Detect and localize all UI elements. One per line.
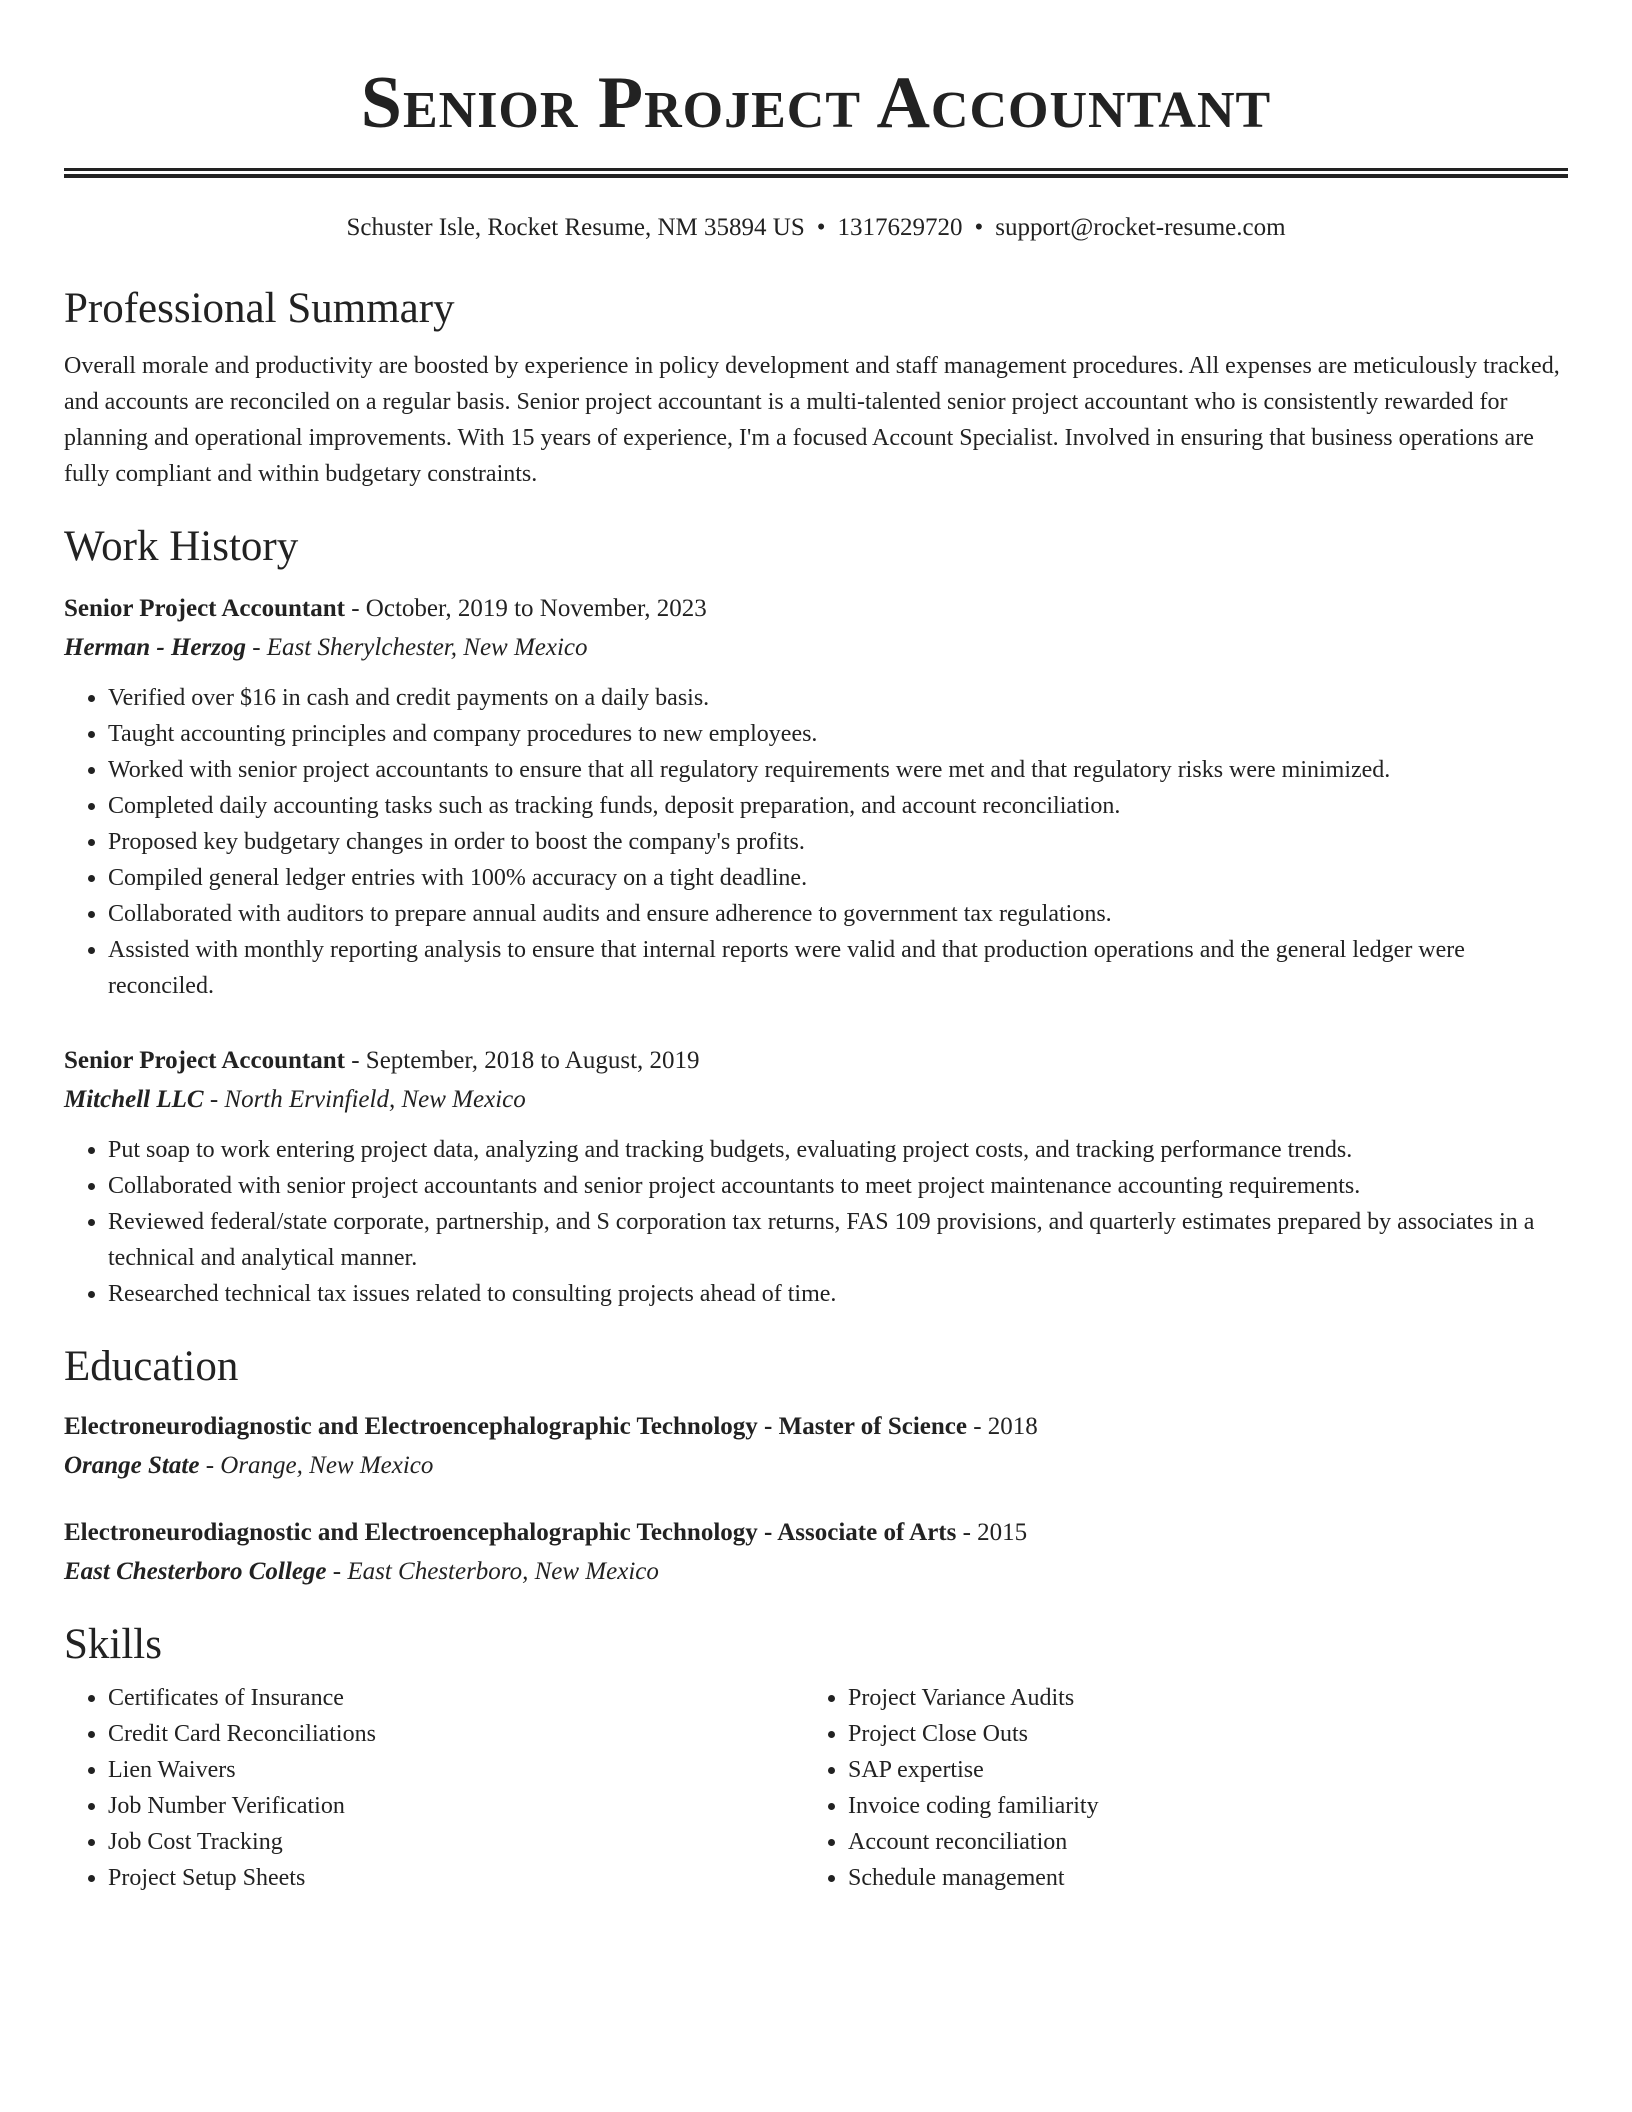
education-school: Orange State [64, 1452, 200, 1479]
contact-separator: • [816, 214, 826, 241]
job-company-line [64, 1080, 1568, 1120]
list-item: • Researched technical tax issues related to consulting projects ahead of time. [108, 1276, 1568, 1312]
list-item: • Collaborated with auditors to prepare annual audits and ensure adherence to government tax regulations. [108, 896, 1568, 932]
contact-separator: • [974, 214, 984, 241]
job-heading [64, 1042, 1568, 1080]
skill-item: • Project Close Outs [848, 1716, 1544, 1752]
list-item: • Put soap to work entering project data, analyzing and tracking budgets, evaluating project costs, and tracking performance trends. [108, 1132, 1568, 1168]
skill-item: • Project Variance Audits [848, 1680, 1544, 1716]
list-item: • Worked with senior project accountants to ensure that all regulatory requirements were met and that regulatory risks were minimized. [108, 752, 1568, 788]
skills-list-left [64, 1680, 804, 1896]
contact-address: Schuster Isle, Rocket Resume, NM 35894 US [346, 214, 805, 241]
job-role: Senior Project Accountant [64, 595, 345, 622]
header-double-rule [64, 168, 1568, 178]
education-location: - East Chesterboro, New Mexico [326, 1558, 659, 1585]
job-dates: - September, 2018 to August, 2019 [344, 1047, 700, 1074]
list-item: • Reviewed federal/state corporate, partnership, and S corporation tax returns, FAS 109 provisions, and quarterly estimates prepared by associates in a technical and analytical manner. [108, 1204, 1568, 1276]
job-company: Mitchell LLC [64, 1086, 204, 1113]
list-item: • Assisted with monthly reporting analysis to ensure that internal reports were valid and that production operations and the general ledger were reconciled. [108, 932, 1568, 1004]
contact-line [64, 210, 1568, 246]
education-school-line [64, 1552, 1568, 1592]
skill-item: • Job Cost Tracking [108, 1824, 804, 1860]
job-company-line [64, 628, 1568, 668]
list-item: • Compiled general ledger entries with 100% accuracy on a tight deadline. [108, 860, 1568, 896]
skill-item: • Schedule management [848, 1860, 1544, 1896]
list-item: • Completed daily accounting tasks such as tracking funds, deposit preparation, and account reconciliation. [108, 788, 1568, 824]
education-degree: Electroneurodiagnostic and Electroencephalographic Technology - Associate of Arts [64, 1519, 957, 1546]
list-item: • Taught accounting principles and company procedures to new employees. [108, 716, 1568, 752]
skill-item: • Account reconciliation [848, 1824, 1544, 1860]
education-location: - Orange, New Mexico [199, 1452, 434, 1479]
section-title-skills: Skills [64, 1621, 162, 1668]
section-title-work-history: Work History [64, 523, 299, 570]
job-bullets [64, 1132, 1568, 1312]
skill-item: • Lien Waivers [108, 1752, 804, 1788]
skills-columns [64, 1680, 1568, 1896]
job-entry [64, 590, 1568, 1004]
education-entry [64, 1408, 1568, 1486]
list-item: • Collaborated with senior project accountants and senior project accountants to meet project maintenance accounting requirements. [108, 1168, 1568, 1204]
education-school-line [64, 1446, 1568, 1486]
summary-text: Overall morale and productivity are boosted by experience in policy development and staff management procedures. All expenses are meticulously tracked, and accounts are reconciled on a regular basis. Senior project accountant is a multi-talented senior project accountant who is consistently rewarded for planning and operational improvements. With 15 years of experience, I'm a focused Account Specialist. Involved in ensuring that business operations are fully compliant and within budgetary constraints. [64, 353, 1560, 487]
list-item: • Proposed key budgetary changes in order to boost the company's profits. [108, 824, 1568, 860]
skill-item: • Job Number Verification [108, 1788, 804, 1824]
list-item: • Verified over $16 in cash and credit payments on a daily basis. [108, 680, 1568, 716]
education-heading [64, 1408, 1568, 1446]
skill-item: • Certificates of Insurance [108, 1680, 804, 1716]
skill-item: • Credit Card Reconciliations [108, 1716, 804, 1752]
section-title-education: Education [64, 1343, 239, 1390]
job-location: - East Sherylchester, New Mexico [245, 634, 588, 661]
education-school: East Chesterboro College [64, 1558, 327, 1585]
skill-item: • Invoice coding familiarity [848, 1788, 1544, 1824]
job-dates: - October, 2019 to November, 2023 [344, 595, 707, 622]
education-heading [64, 1514, 1568, 1552]
skill-item: • SAP expertise [848, 1752, 1544, 1788]
contact-phone[interactable]: 1317629720 [837, 214, 963, 241]
job-entry [64, 1042, 1568, 1312]
resume-name: Senior Project Accountant [360, 62, 1272, 144]
education-degree: Electroneurodiagnostic and Electroencephalographic Technology - Master of Science [64, 1413, 967, 1440]
education-year: - 2018 [966, 1413, 1038, 1440]
contact-email[interactable]: support@rocket-resume.com [995, 214, 1286, 241]
job-bullets [64, 680, 1568, 1004]
job-role: Senior Project Accountant [64, 1047, 345, 1074]
education-entry [64, 1514, 1568, 1592]
skills-list-right [804, 1680, 1544, 1896]
education-year: - 2015 [956, 1519, 1028, 1546]
skill-item: • Project Setup Sheets [108, 1860, 804, 1896]
job-location: - North Ervinfield, New Mexico [203, 1086, 526, 1113]
job-company: Herman - Herzog [64, 634, 246, 661]
job-heading [64, 590, 1568, 628]
section-title-summary: Professional Summary [64, 285, 455, 332]
